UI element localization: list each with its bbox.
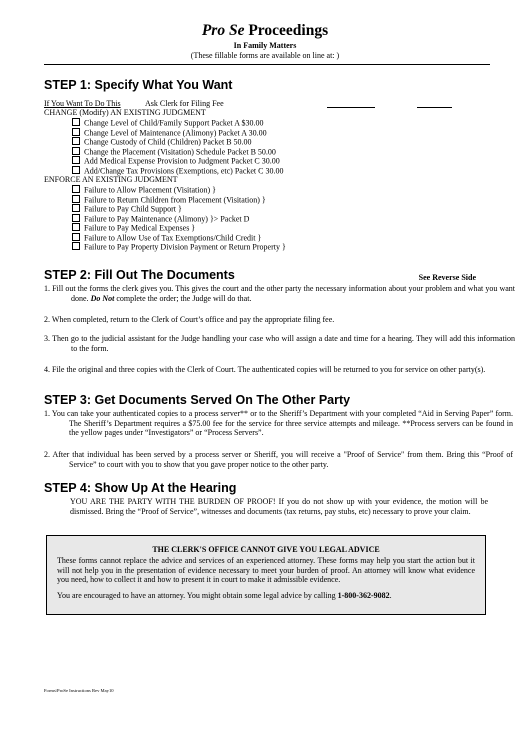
checkbox[interactable] xyxy=(72,242,80,250)
enforce-item[interactable] xyxy=(72,214,249,224)
change-item[interactable] xyxy=(72,147,276,157)
notice-call xyxy=(57,591,475,601)
notice-call-text: You are encouraged to have an attorney. You might obtain some legal advice by calling xyxy=(57,590,338,600)
checkbox[interactable] xyxy=(72,223,80,231)
blank-line[interactable] xyxy=(327,107,375,108)
checkbox[interactable] xyxy=(72,128,80,136)
step2-p1-end: complete the order; the Judge will do that. xyxy=(114,293,252,303)
change-heading: CHANGE (Modify) AN EXISTING JUDGMENT xyxy=(44,108,206,117)
change-item-label: Add/Change Tax Provisions (Exemptions, etc) Packet C 30.00 xyxy=(84,166,284,175)
legal-advice-notice xyxy=(46,535,486,615)
checkbox[interactable] xyxy=(72,233,80,241)
change-item-label: Change Level of Maintenance (Alimony) Packet A 30.00 xyxy=(84,128,267,137)
enforce-item[interactable] xyxy=(72,223,195,233)
page-title xyxy=(0,22,530,40)
enforce-item-label: Failure to Pay Child Support } xyxy=(84,204,182,214)
step3-paragraph-1: 1. You can take your authenticated copies to a process server** or to the Sheriff’s Department with your completed “Aid in Serving Paper” form. The Sheriff’s Department requires a $75.00 fee for the service for three service attempts and mileage. **Process servers can be found in the yellow pages under “Investigators” or “Process Servers”. xyxy=(44,409,513,438)
enforce-item-label: Failure to Allow Placement (Visitation) } xyxy=(84,185,217,195)
step2-heading: STEP 2: Fill Out The Documents xyxy=(44,268,235,282)
header xyxy=(0,22,530,61)
change-item[interactable] xyxy=(72,128,267,138)
column-ask: Ask Clerk for Filing Fee xyxy=(145,99,224,108)
change-item-label: Change Level of Child/Family Support Packet A $30.00 xyxy=(84,118,264,128)
checkbox[interactable] xyxy=(72,156,80,164)
step4-paragraph: YOU ARE THE PARTY WITH THE BURDEN OF PROOF! If you do not show up with your evidence, the motion will be dismissed. Bring the “Proof of Service”, witnesses and documents (tax returns, pay stubs, etc) necessary to prove your claim. xyxy=(70,497,488,516)
checkbox[interactable] xyxy=(72,118,80,126)
change-item[interactable] xyxy=(72,137,252,147)
step2-paragraph-4: 4. File the original and three copies with the Clerk of Court. The authenticated copies will be returned to you for service on other party(s). xyxy=(44,365,486,374)
enforce-heading: ENFORCE AN EXISTING JUDGMENT xyxy=(44,175,178,184)
enforce-item-label: Failure to Pay Maintenance (Alimony) }> Packet D xyxy=(84,214,250,223)
step2-p1-start: 1. Fill out the forms the clerk gives you. This gives the court and the other party the necessary information about your problem and what you want done. xyxy=(44,284,515,303)
title-italic: Pro Se xyxy=(201,22,245,39)
title-rest: Proceedings xyxy=(244,22,329,39)
change-item[interactable] xyxy=(72,118,264,128)
checkbox[interactable] xyxy=(72,214,80,222)
blank-line[interactable] xyxy=(417,107,452,108)
enforce-item-label: Failure to Allow Use of Tax Exemptions/Child Credit } xyxy=(84,233,262,242)
checkbox[interactable] xyxy=(72,147,80,155)
change-item-label: Add Medical Expense Provision to Judgment Packet C 30.00 xyxy=(84,156,280,166)
enforce-item[interactable] xyxy=(72,185,216,195)
phone-number[interactable]: 1-800-362-9082 xyxy=(337,590,390,600)
step4-heading: STEP 4: Show Up At the Hearing xyxy=(44,481,237,495)
step1-heading: STEP 1: Specify What You Want xyxy=(44,78,233,92)
enforce-item[interactable] xyxy=(72,242,286,252)
footer-form-code: Forms\ProSe Instructions Rev May10 xyxy=(44,688,114,693)
checkbox[interactable] xyxy=(72,185,80,193)
enforce-item[interactable] xyxy=(72,233,261,243)
enforce-item-label: Failure to Pay Property Division Payment or Return Property } xyxy=(84,242,286,252)
fillable-note: (These fillable forms are available on line at: ) xyxy=(190,51,340,60)
step2-paragraph-3: 3. Then go to the judicial assistant for the Judge handling your case who will assign a date and time for a hearing. They will add this information to the form. xyxy=(44,334,515,353)
checkbox[interactable] xyxy=(72,204,80,212)
column-want-label: If You Want To Do This xyxy=(44,99,121,108)
change-item[interactable] xyxy=(72,156,280,166)
change-item[interactable] xyxy=(72,166,284,176)
reverse-side-note: See Reverse Side xyxy=(418,273,476,282)
step3-paragraph-2: 2. After that individual has been served by a process server or Sheriff, you will receive a "Proof of Service" from them. Bring this “Proof of Service” to court with you to show that you gave proper notice to the other party. xyxy=(44,450,513,469)
notice-call-end: . xyxy=(389,590,392,600)
enforce-item[interactable] xyxy=(72,195,266,205)
step2-paragraph-2: 2. When completed, return to the Clerk of Court’s office and pay the appropriate filing fee. xyxy=(44,315,335,324)
step2-paragraph-1 xyxy=(44,284,515,303)
enforce-item-label: Failure to Pay Medical Expenses } xyxy=(84,223,196,233)
page-subtitle: In Family Matters xyxy=(233,41,297,50)
enforce-item[interactable] xyxy=(72,204,182,214)
step3-heading: STEP 3: Get Documents Served On The Other Party xyxy=(44,393,351,407)
column-want xyxy=(44,99,121,108)
checkbox[interactable] xyxy=(72,166,80,174)
notice-title: THE CLERK'S OFFICE CANNOT GIVE YOU LEGAL ADVICE xyxy=(152,545,380,554)
change-item-label: Change Custody of Child (Children) Packet B 50.00 xyxy=(84,137,252,147)
checkbox[interactable] xyxy=(72,195,80,203)
checkbox[interactable] xyxy=(72,137,80,145)
change-item-label: Change the Placement (Visitation) Schedule Packet B 50.00 xyxy=(84,147,276,156)
enforce-item-label: Failure to Return Children from Placement (Visitation) } xyxy=(84,195,266,204)
header-divider xyxy=(44,64,490,65)
notice-body: These forms cannot replace the advice and services of an experienced attorney. These forms may help you start the action but it will not help you in the presentation of evidence necessary to meet your burden of proof. An attorney will know what evidence you need, how to collect it and how to present it in court to make it admissible evidence. xyxy=(57,556,475,585)
do-not-emphasis: Do Not xyxy=(90,293,115,303)
